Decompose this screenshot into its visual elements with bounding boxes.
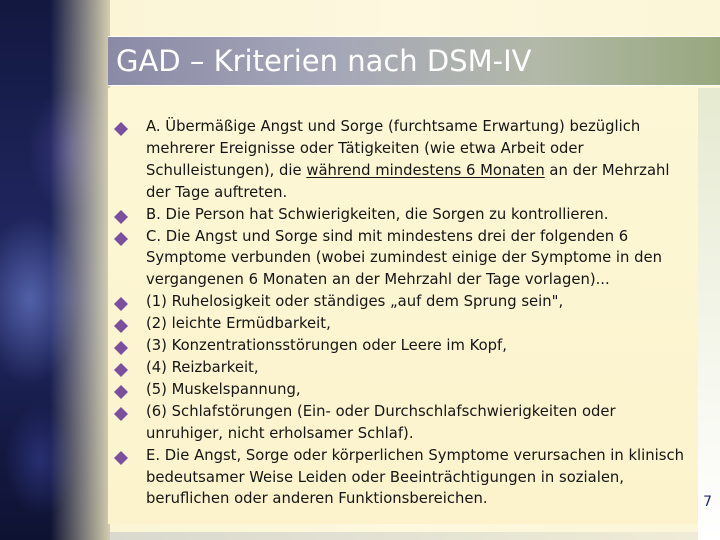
bullet-text: (2) leichte Ermüdbarkeit,	[146, 315, 331, 333]
list-item	[112, 313, 692, 335]
bullet-text: (5) Muskelspannung,	[146, 380, 301, 398]
list-item	[112, 116, 692, 204]
bullet-list	[112, 116, 692, 510]
diamond-bullet-icon	[114, 297, 128, 311]
list-item	[112, 291, 692, 313]
bullet-text: (6) Schlafstörungen (Ein- oder Durchschlafschwierigkeiten oder unruhiger, nicht erholsamer Schlaf).	[146, 402, 616, 442]
diamond-bullet-icon	[114, 122, 128, 136]
bullet-text: E. Die Angst, Sorge oder körperlichen Symptome verursachen in klinisch bedeutsamer Weise Leiden oder Beeinträchtigungen in sozialen, beruflichen oder anderen Funktionsbereichen.	[146, 446, 684, 508]
page-number: 7	[703, 494, 712, 510]
diamond-bullet-icon	[114, 407, 128, 421]
slide-title: GAD – Kriterien nach DSM-IV	[116, 44, 532, 78]
bullet-text: B. Die Person hat Schwierigkeiten, die Sorgen zu kontrollieren.	[146, 205, 609, 223]
diamond-bullet-icon	[114, 232, 128, 246]
diamond-bullet-icon	[114, 341, 128, 355]
diamond-bullet-icon	[114, 363, 128, 377]
list-item	[112, 401, 692, 445]
list-item	[112, 445, 692, 511]
list-item	[112, 204, 692, 226]
diamond-bullet-icon	[114, 210, 128, 224]
bullet-text: (3) Konzentrationsstörungen oder Leere im Kopf,	[146, 337, 507, 355]
bullet-text: (1) Ruhelosigkeit oder ständiges „auf dem Sprung sein",	[146, 293, 564, 311]
list-item	[112, 357, 692, 379]
bullet-text: A. Übermäßige Angst und Sorge (furchtsame Erwartung) bezüglich mehrerer Ereignisse oder Tätigkeiten (wie etwa Arbeit oder Schulleistungen), die während mindestens 6 Monaten an der Mehrzahl der Tage auftreten.	[146, 118, 670, 201]
list-item	[112, 379, 692, 401]
list-item	[112, 335, 692, 357]
diamond-bullet-icon	[114, 451, 128, 465]
bullet-text: (4) Reizbarkeit,	[146, 358, 259, 376]
underlined-text: während mindestens 6 Monaten	[306, 161, 545, 179]
bullet-text: C. Die Angst und Sorge sind mit mindestens drei der folgenden 6 Symptome verbunden (wobei zumindest einige der Symptome in den vergangenen 6 Monaten an der Mehrzahl der Tage vorlagen)...	[146, 227, 662, 289]
diamond-bullet-icon	[114, 385, 128, 399]
bottom-band	[110, 532, 720, 540]
diamond-bullet-icon	[114, 319, 128, 333]
decorative-image-strip	[0, 0, 110, 540]
right-edge-panel	[698, 88, 720, 540]
list-item	[112, 226, 692, 292]
